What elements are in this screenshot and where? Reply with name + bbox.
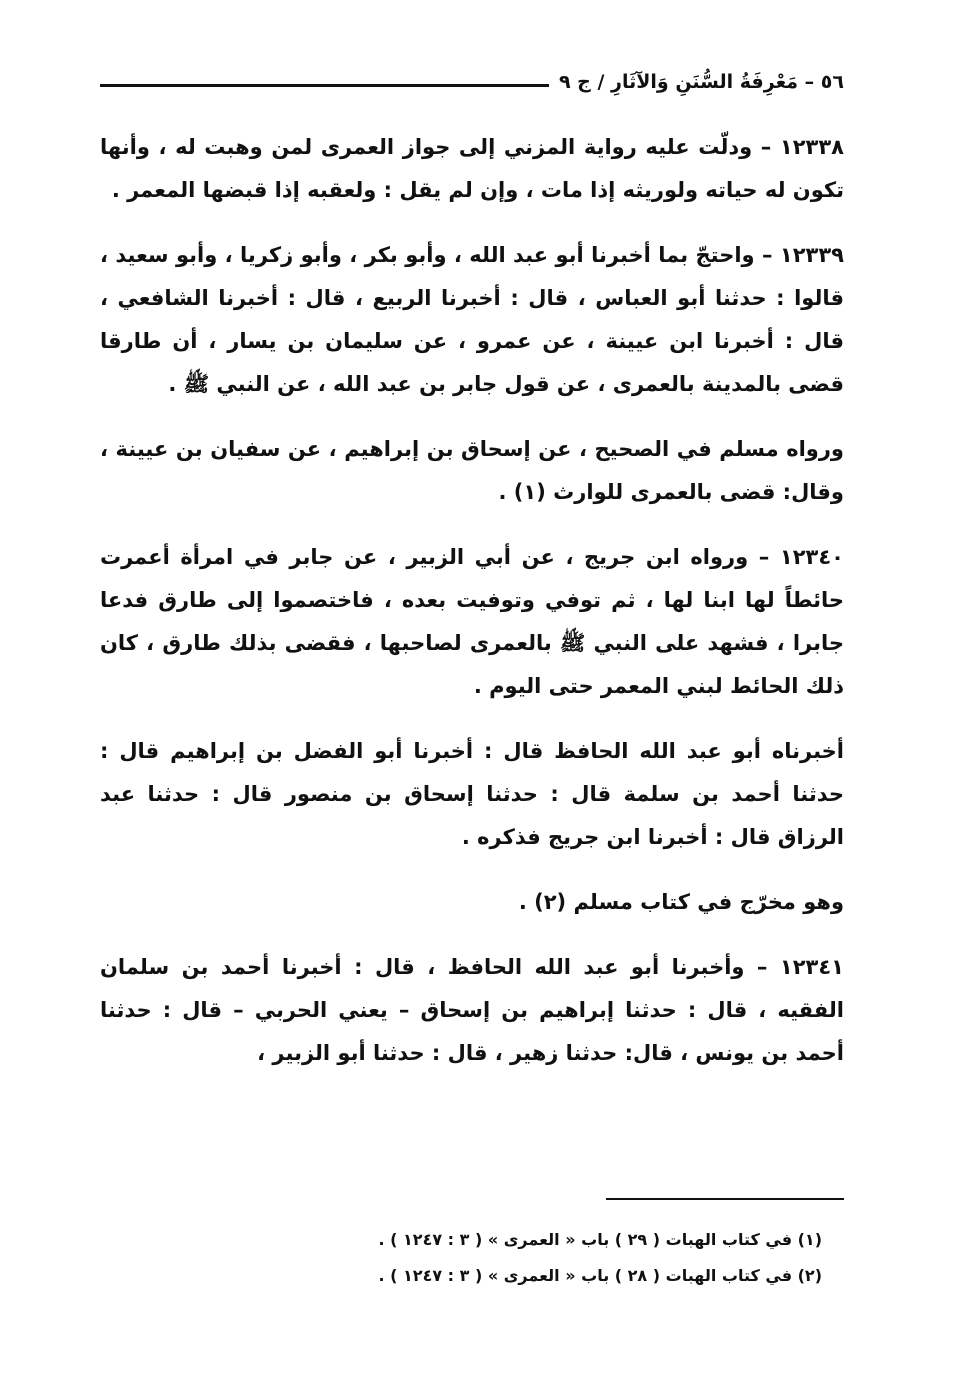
footnote-1: (١) في كتاب الهبات ( ٢٩ ) باب « العمرى » ( ٣ : ١٢٤٧ ) . [378,1230,822,1249]
main-text [100,126,844,1075]
paragraph-12339: ١٢٣٣٩ – واحتجّ بما أخبرنا أبو عبد الله ، وأبو بكر ، وأبو زكريا ، وأبو سعيد ، قالوا : حدثنا أبو العباس ، قال : أخبرنا الربيع ، قال : أخبرنا الشافعي ، قال : أخبرنا ابن عيينة ، عن عمرو ، عن سليمان بن يسار ، أن طارقا قضى بالمدينة بالعمرى ، عن قول جابر بن عبد الله ، عن النبي ﷺ . [100,243,844,396]
paragraph-muslim-narration: ورواه مسلم في الصحيح ، عن إسحاق بن إبراهيم ، عن سفيان بن عيينة ، وقال: قضى بالعمرى للوارث (١) . [100,437,844,504]
footnotes [100,1222,822,1294]
paragraph-isnad: أخبرناه أبو عبد الله الحافظ قال : أخبرنا أبو الفضل بن إبراهيم قال : حدثنا أحمد بن سلمة قال : حدثنا إسحاق بن منصور قال : حدثنا عبد الرزاق قال : أخبرنا ابن جريج فذكره . [100,739,844,849]
book-page [100,60,844,1340]
page-header [100,60,844,104]
paragraph-12338: ١٢٣٣٨ – ودلّت عليه رواية المزني إلى جواز العمرى لمن وهبت له ، وأنها تكون له حياته ولوريثه إذا مات ، وإن لم يقل : ولعقبه إذا قبضها المعمر . [100,135,844,202]
running-title: ٥٦ – مَعْرِفَةُ السُّنَنِ وَالآثَارِ / ج ٩ [558,71,844,93]
paragraph-muslim-reference: وهو مخرّج في كتاب مسلم (٢) . [518,890,844,914]
footnote-2: (٢) في كتاب الهبات ( ٢٨ ) باب « العمرى » ( ٣ : ١٢٤٧ ) . [378,1266,822,1285]
header-rule [100,84,549,87]
paragraph-12340: ١٢٣٤٠ – ورواه ابن جريج ، عن أبي الزبير ، عن جابر في امرأة أعمرت حائطاً لها ابنا لها ، ثم توفي وتوفيت بعده ، فاختصموا إلى طارق فدعا جابرا ، فشهد على النبي ﷺ بالعمرى لصاحبها ، فقضى بذلك طارق ، كان ذلك الحائط لبني المعمر حتى اليوم . [100,545,844,698]
footnote-rule [606,1198,844,1200]
paragraph-12341: ١٢٣٤١ – وأخبرنا أبو عبد الله الحافظ ، قال : أخبرنا أحمد بن سلمان الفقيه ، قال : حدثنا إبراهيم بن إسحاق – يعني الحربي – قال : حدثنا أحمد بن يونس ، قال: حدثنا زهير ، قال : حدثنا أبو الزبير ، [100,955,844,1065]
